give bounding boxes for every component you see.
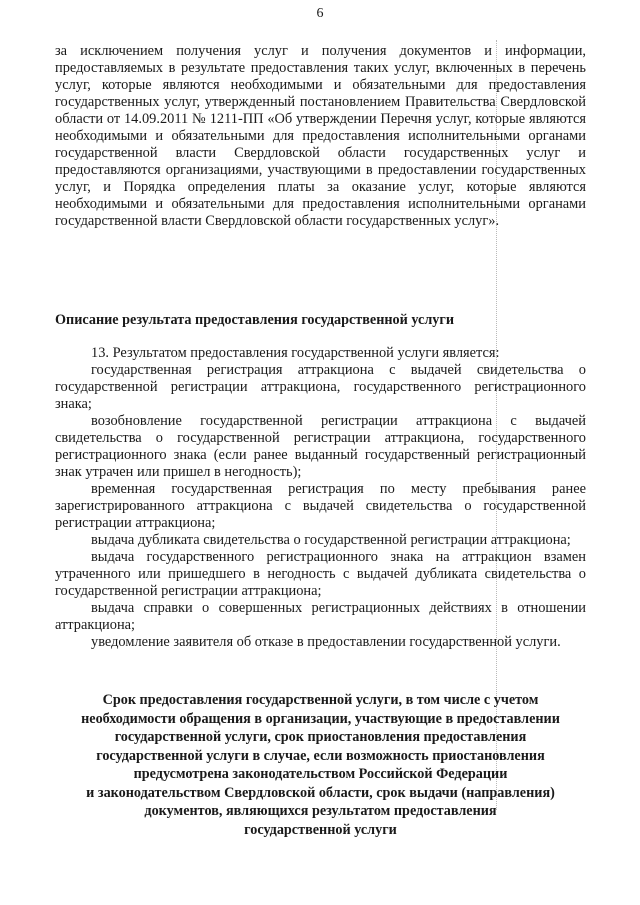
result-item: уведомление заявителя об отказе в предоставлении государственной услуги. [91,634,561,650]
result-item: возобновление государственной регистрации аттракциона с выдачей свидетельства о государственной регистрации аттракциона, государственного регистрационного знака (если ранее выданный государственный регистрационный знак утрачен или пришел в негодность); [55,413,586,480]
result-item: государственная регистрация аттракциона с выдачей свидетельства о государственной регистрации аттракциона, государственного регистрационного знака; [55,362,586,412]
heading-result-description: Описание результата предоставления государственной услуги [55,312,454,328]
result-item: выдача справки о совершенных регистрационных действиях в отношении аттракциона; [55,600,586,633]
page-number: 6 [316,6,324,21]
heading-line: и законодательством Свердловской области, срок выдачи (направления) [86,784,555,801]
heading-line: предусмотрена законодательством Российской Федерации [133,766,508,782]
heading-line: Срок предоставления государственной услуги, в том числе с учетом [102,692,539,708]
result-item: временная государственная регистрация по месту пребывания ранее зарегистрированного аттракциона с выдачей свидетельства о государственной регистрации аттракциона; [55,481,586,531]
heading-line: документов, являющихся результатом предоставления [144,803,497,819]
heading-line: государственной услуги в случае, если возможность приостановления [96,747,545,764]
heading-service-term [55,691,586,839]
section-13 [55,345,586,651]
heading-line: необходимости обращения в организации, участвующие в предоставлении [81,710,560,727]
heading-line: государственной услуги, срок приостановления предоставления [114,729,527,745]
intro-paragraph: за исключением получения услуг и получения документов и информации, предоставляемых в результате предоставления таких услуг, включенных в перечень услуг, которые являются необходимыми и обязательными для предоставления государственных услуг, утвержденный постановлением Правительства Свердловской области от 14.09.2011 № 1211-ПП «Об утверждении Перечня услуг, которые являются необходимыми и обязательными для предоставления исполнительными органами государственной власти Свердловской области государственных услуг и предоставляются организациями, участвующими в предоставлении государственных услуг, и Порядка определения платы за оказание услуг, которые являются необходимыми и обязательными для предоставления исполнительными органами государственной власти Свердловской области государственных услуг». [55,43,586,229]
result-item: выдача государственного регистрационного знака на аттракцион взамен утраченного или пришедшего в негодность с выдачей дубликата свидетельства о государственной регистрации аттракциона; [55,549,586,599]
heading-line: государственной услуги [244,821,397,838]
section-13-intro: 13. Результатом предоставления государственной услуги является: [91,345,500,361]
result-item: выдача дубликата свидетельства о государственной регистрации аттракциона; [91,532,571,548]
document-body [55,43,586,838]
